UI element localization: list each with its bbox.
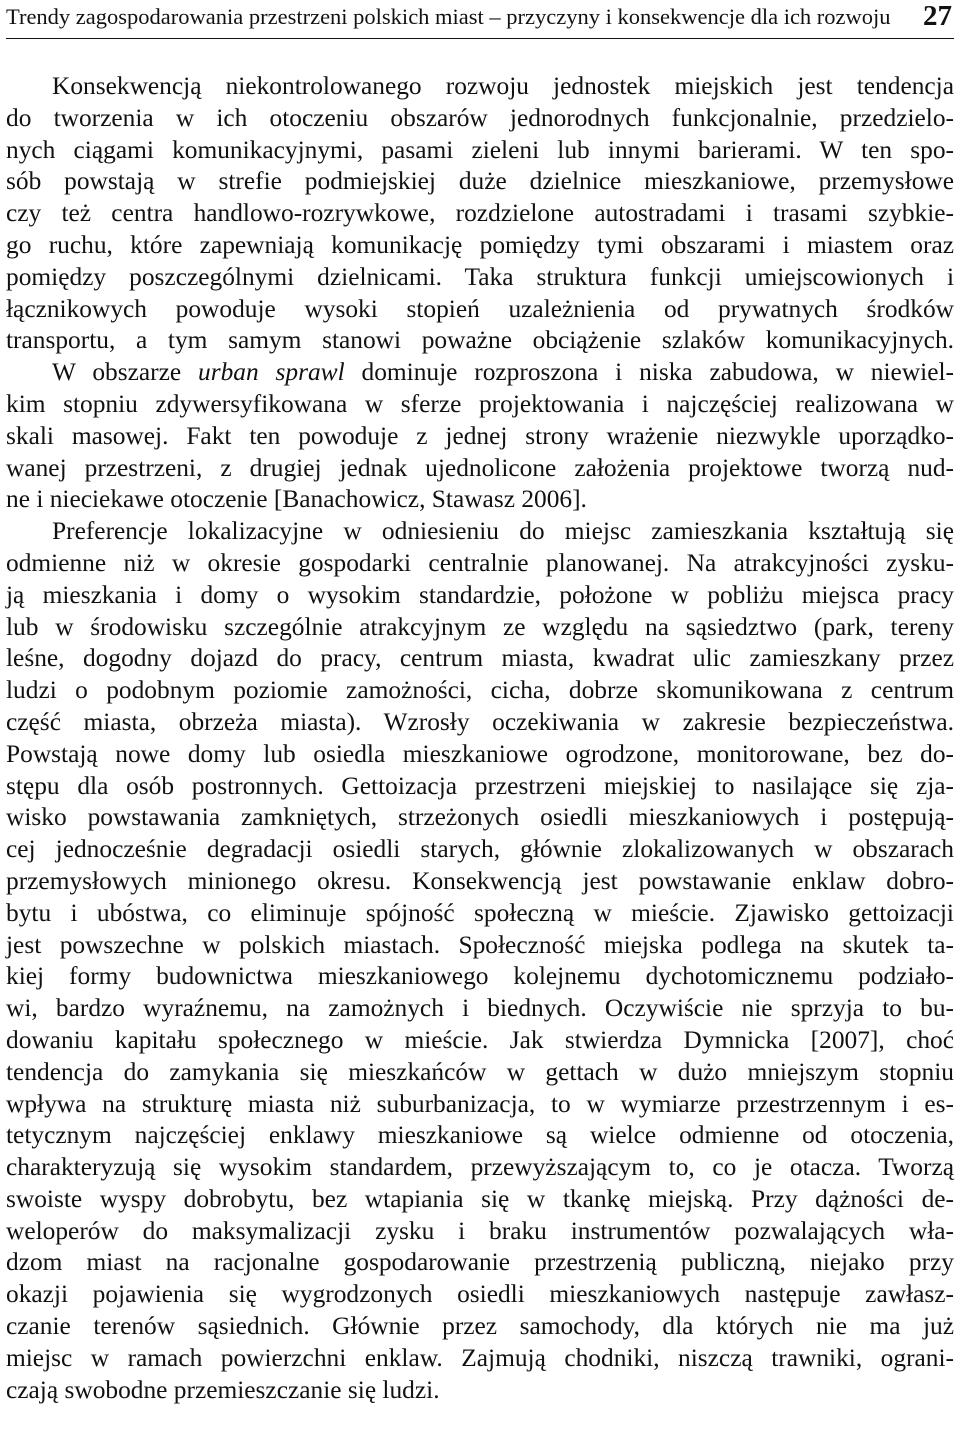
text-line	[6, 357, 954, 389]
text-line: weloperów do maksymalizacji zysku i braku instrumentów pozwalających wła-	[6, 1216, 954, 1245]
text-line: Konsekwencją niekontrolowanego rozwoju jednostek miejskich jest tendencja	[52, 72, 954, 100]
italic-term: urban sprawl	[198, 358, 345, 387]
text-line: ne i nieciekawe otoczenie [Banachowicz, Stawasz 2006].	[6, 485, 587, 514]
text-line: okazji pojawienia się wygrodzonych osiedli mieszkaniowych następuje zawłasz-	[6, 1280, 954, 1309]
text-line: leśne, dogodny dojazd do pracy, centrum miasta, kwadrat ulic zamieszkany przez	[6, 644, 954, 673]
page-number: 27	[923, 0, 952, 32]
text-line: tetycznym najczęściej enklawy mieszkaniowe są wielce odmienne od otoczenia,	[6, 1121, 954, 1150]
text-line: ludzi o podobnym poziomie zamożności, cicha, dobrze skomunikowana z centrum	[6, 676, 954, 705]
text-line: czają swobodne przemieszczanie się ludzi.	[6, 1375, 440, 1404]
text-line: nych ciągami komunikacyjnymi, pasami zieleni lub innymi barierami. W ten spo-	[6, 135, 954, 164]
text-line: pomiędzy poszczególnymi dzielnicami. Taka struktura funkcji umiejscowionych i	[6, 262, 954, 291]
text-line: wisko powstawania zamkniętych, strzeżonych osiedli mieszkaniowych i postępują-	[6, 803, 954, 832]
text-line: wpływa na strukturę miasta niż suburbanizacja, to w wymiarze przestrzennym i es-	[6, 1089, 954, 1118]
text-line: jest powszechne w polskich miastach. Społeczność miejska podlega na skutek ta-	[6, 930, 954, 959]
text-line: lub w środowisku szczególnie atrakcyjnym ze względu na sąsiedztwo (park, tereny	[6, 612, 954, 641]
text-line: miejsc w ramach powierzchni enklaw. Zajmują chodniki, niszczą trawniki, ograni-	[6, 1343, 954, 1372]
text-line: kim stopniu zdywersyfikowana w sferze projektowania i najczęściej realizowana w	[6, 389, 954, 418]
text-line: skali masowej. Fakt ten powoduje z jednej strony wrażenie niezwykle uporządko-	[6, 421, 954, 450]
text-line: swoiste wyspy dobrobytu, bez wtapiania się w tkankę miejską. Przy dążności de-	[6, 1184, 954, 1213]
text-line: dzom miast na racjonalne gospodarowanie przestrzenią publiczną, niejako przy	[6, 1248, 954, 1277]
text-line: część miasta, obrzeża miasta). Wzrosły oczekiwania w zakresie bezpieczeństwa.	[6, 707, 954, 736]
text-line: bytu i ubóstwa, co eliminuje spójność społeczną w mieście. Zjawisko gettoizacji	[6, 898, 954, 927]
text-line: kiej formy budownictwa mieszkaniowego kolejnemu dychotomicznemu podziało-	[6, 962, 954, 991]
text-run: dominuje rozproszona i niska zabudowa, w niewiel-	[344, 358, 954, 387]
text-line: przemysłowych minionego okresu. Konsekwencją jest powstawanie enklaw dobro-	[6, 866, 954, 895]
text-line: transportu, a tym samym stanowi poważne obciążenie szlaków komunikacyjnych.	[6, 326, 954, 355]
running-title: Trendy zagospodarowania przestrzeni polskich miast – przyczyny i konsekwencje dla ich rozwoju	[6, 4, 891, 29]
text-line: czy też centra handlowo-rozrywkowe, rozdzielone autostradami i trasami szybkie-	[6, 199, 954, 228]
text-line: charakteryzują się wysokim standardem, przewyższającym to, co je otacza. Tworzą	[6, 1153, 954, 1182]
text-line: łącznikowych powoduje wysoki stopień uzależnienia od prywatnych środków	[6, 294, 954, 323]
text-run: W obszarze	[52, 358, 198, 387]
text-line: czanie terenów sąsiednich. Głównie przez samochody, dla których nie ma już	[6, 1312, 954, 1341]
text-line: cej jednocześnie degradacji osiedli starych, głównie zlokalizowanych w obszarach	[6, 835, 954, 864]
text-line: sób powstają w strefie podmiejskiej duże dzielnice mieszkaniowe, przemysłowe	[6, 167, 954, 196]
body-text	[6, 71, 954, 1406]
text-line: ją mieszkania i domy o wysokim standardzie, położone w pobliżu miejsca pracy	[6, 580, 954, 609]
text-line: odmienne niż w okresie gospodarki centralnie planowanej. Na atrakcyjności zysku-	[6, 548, 954, 577]
text-line: stępu dla osób postronnych. Gettoizacja przestrzeni miejskiej to nasilające się zja-	[6, 771, 954, 800]
text-line: do tworzenia w ich otoczeniu obszarów jednorodnych funkcjonalnie, przedzielo-	[6, 103, 954, 132]
text-line: wanej przestrzeni, z drugiej jednak ujednolicone założenia projektowe tworzą nud-	[6, 453, 954, 482]
text-line: Preferencje lokalizacyjne w odniesieniu do miejsc zamieszkania kształtują się	[52, 517, 954, 546]
text-line: Powstają nowe domy lub osiedla mieszkaniowe ogrodzone, monitorowane, bez do-	[6, 739, 954, 768]
text-line: go ruchu, które zapewniają komunikację pomiędzy tymi obszarami i miastem oraz	[6, 230, 954, 259]
page-header	[6, 0, 954, 39]
text-line: tendencja do zamykania się mieszkańców w gettach w dużo mniejszym stopniu	[6, 1057, 954, 1086]
text-line: wi, bardzo wyraźnemu, na zamożnych i biednych. Oczywiście nie sprzyja to bu-	[6, 994, 954, 1023]
text-line: dowaniu kapitału społecznego w mieście. Jak stwierdza Dymnicka [2007], choć	[6, 1025, 954, 1054]
